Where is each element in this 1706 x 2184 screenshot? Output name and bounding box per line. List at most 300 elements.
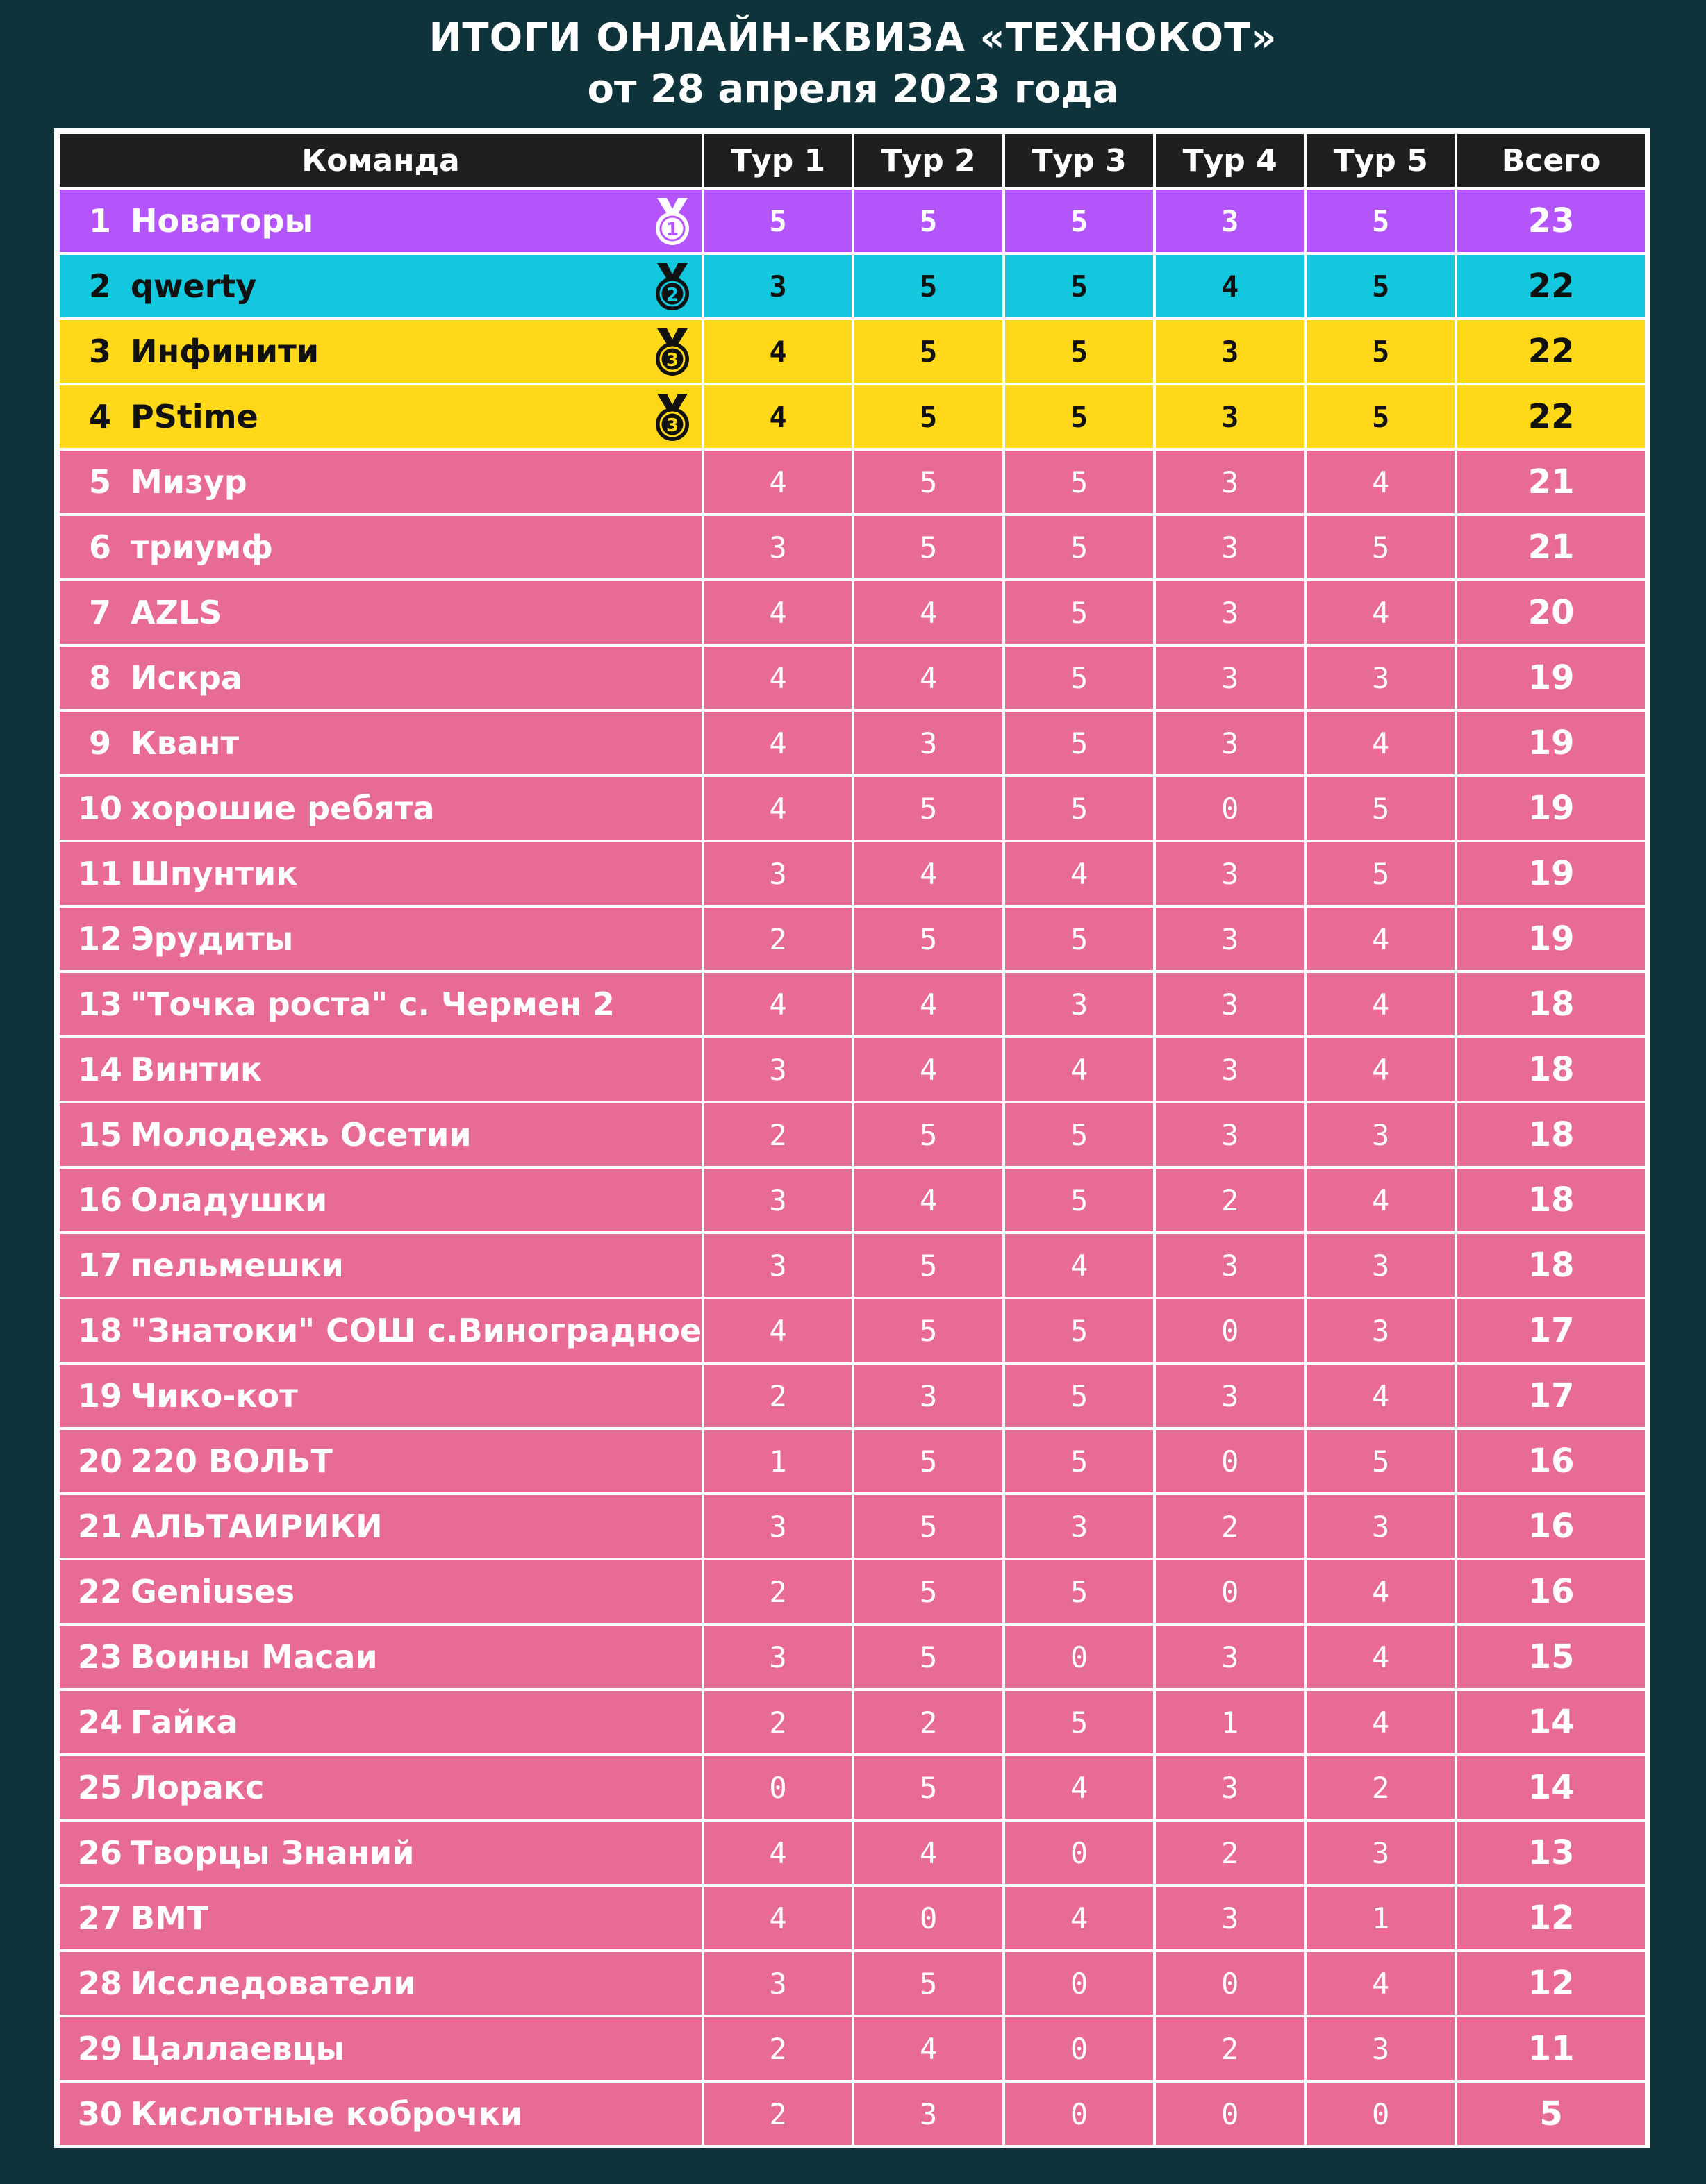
round-5-score: 4 [1307, 1560, 1455, 1623]
round-2-score: 5 [854, 908, 1002, 970]
round-1-score: 4 [704, 777, 852, 840]
team-name: qwerty [131, 267, 257, 305]
round-2-score: 3 [854, 712, 1002, 774]
team-cell [60, 385, 702, 448]
total-score: 19 [1457, 712, 1645, 774]
page-title [0, 12, 1706, 115]
total-score: 14 [1457, 1756, 1645, 1819]
round-4-score: 3 [1156, 581, 1304, 644]
round-2-score: 3 [854, 1365, 1002, 1427]
medal-number: 1 [665, 219, 679, 240]
round-3-score: 5 [1005, 777, 1153, 840]
rank-number: 29 [77, 2030, 122, 2067]
round-5-score: 4 [1307, 1038, 1455, 1101]
round-3-score: 0 [1005, 1952, 1153, 2015]
team-name: Geniuses [131, 1573, 295, 1610]
rank-number: 4 [88, 398, 111, 435]
round-5-score: 1 [1307, 1887, 1455, 1949]
column-header-round-4: Тур 4 [1156, 134, 1304, 187]
rank-number: 21 [77, 1508, 122, 1545]
round-5-score: 5 [1307, 385, 1455, 448]
rank-number: 22 [77, 1573, 122, 1610]
total-score: 17 [1457, 1365, 1645, 1427]
round-1-score: 2 [704, 908, 852, 970]
round-5-score: 0 [1307, 2083, 1455, 2145]
total-score: 19 [1457, 777, 1645, 840]
total-score: 19 [1457, 842, 1645, 905]
team-name: "Знатоки" СОШ с.Виноградное [131, 1312, 702, 1349]
table-row [60, 842, 1645, 905]
table-row [60, 1430, 1645, 1492]
rank-number: 16 [77, 1181, 122, 1219]
round-3-score: 4 [1005, 842, 1153, 905]
round-2-score: 5 [854, 451, 1002, 513]
round-5-score: 5 [1307, 190, 1455, 252]
medal-second-icon [652, 262, 693, 312]
results-table-frame [54, 128, 1650, 2148]
round-2-score: 5 [854, 1103, 1002, 1166]
round-2-score: 5 [854, 1626, 1002, 1688]
round-1-score: 3 [704, 1952, 852, 2015]
round-1-score: 3 [704, 842, 852, 905]
total-score: 19 [1457, 647, 1645, 709]
rank-number: 7 [88, 594, 111, 631]
title-line-1: ИТОГИ ОНЛАЙН-КВИЗА «ТЕХНОКОТ» [429, 15, 1277, 60]
round-2-score: 5 [854, 1495, 1002, 1558]
round-3-score: 3 [1005, 1495, 1153, 1558]
round-2-score: 5 [854, 1952, 1002, 2015]
round-3-score: 5 [1005, 516, 1153, 578]
title-line-2: от 28 апреля 2023 года [587, 67, 1119, 112]
round-4-score: 4 [1156, 255, 1304, 317]
rank-number: 17 [77, 1247, 122, 1284]
team-cell [60, 581, 702, 644]
round-1-score: 3 [704, 1495, 852, 1558]
round-1-score: 3 [704, 1626, 852, 1688]
round-3-score: 4 [1005, 1038, 1153, 1101]
round-4-score: 0 [1156, 1952, 1304, 2015]
round-2-score: 5 [854, 516, 1002, 578]
column-header-round-3: Тур 3 [1005, 134, 1153, 187]
round-2-score: 5 [854, 777, 1002, 840]
round-1-score: 2 [704, 1365, 852, 1427]
team-name: Новаторы [131, 202, 314, 240]
table-row [60, 581, 1645, 644]
round-5-score: 4 [1307, 1626, 1455, 1688]
team-cell [60, 255, 702, 317]
team-name: Винтик [131, 1051, 263, 1088]
table-row [60, 1103, 1645, 1166]
round-4-score: 3 [1156, 1756, 1304, 1819]
rank-number: 1 [88, 202, 111, 240]
total-score: 22 [1457, 385, 1645, 448]
team-cell [60, 1495, 702, 1558]
medal-first-icon [652, 197, 693, 247]
team-name: Лоракс [131, 1769, 265, 1806]
round-3-score: 0 [1005, 1822, 1153, 1884]
rank-number: 30 [77, 2095, 122, 2133]
team-cell [60, 1430, 702, 1492]
team-cell [60, 1560, 702, 1623]
round-1-score: 1 [704, 1430, 852, 1492]
round-5-score: 4 [1307, 1952, 1455, 2015]
table-row [60, 1822, 1645, 1884]
total-score: 18 [1457, 1103, 1645, 1166]
table-row [60, 973, 1645, 1035]
round-1-score: 2 [704, 2017, 852, 2080]
medal-third-icon [652, 327, 693, 377]
round-3-score: 3 [1005, 973, 1153, 1035]
round-2-score: 5 [854, 1299, 1002, 1362]
round-3-score: 5 [1005, 712, 1153, 774]
team-name: хорошие ребята [131, 790, 435, 827]
round-2-score: 5 [854, 1234, 1002, 1297]
team-name: Мизур [131, 463, 247, 501]
rank-number: 23 [77, 1638, 122, 1676]
total-score: 14 [1457, 1691, 1645, 1753]
round-3-score: 5 [1005, 1560, 1153, 1623]
table-row [60, 1887, 1645, 1949]
team-name: Цаллаевцы [131, 2030, 345, 2067]
round-2-score: 0 [854, 1887, 1002, 1949]
round-5-score: 4 [1307, 973, 1455, 1035]
round-5-score: 5 [1307, 777, 1455, 840]
round-3-score: 5 [1005, 647, 1153, 709]
table-row [60, 1495, 1645, 1558]
total-score: 23 [1457, 190, 1645, 252]
medal-number: 3 [665, 350, 679, 371]
rank-number: 24 [77, 1703, 122, 1741]
round-4-score: 0 [1156, 2083, 1304, 2145]
round-4-score: 3 [1156, 1038, 1304, 1101]
table-row [60, 1038, 1645, 1101]
round-3-score: 5 [1005, 1103, 1153, 1166]
round-1-score: 4 [704, 973, 852, 1035]
round-4-score: 3 [1156, 908, 1304, 970]
round-3-score: 5 [1005, 1169, 1153, 1231]
round-4-score: 3 [1156, 647, 1304, 709]
total-score: 5 [1457, 2083, 1645, 2145]
team-cell [60, 1887, 702, 1949]
team-name: AZLS [131, 594, 222, 631]
rank-number: 11 [77, 855, 122, 892]
round-4-score: 2 [1156, 1169, 1304, 1231]
total-score: 21 [1457, 451, 1645, 513]
round-5-score: 3 [1307, 1495, 1455, 1558]
team-cell [60, 1952, 702, 2015]
team-cell [60, 1626, 702, 1688]
table-row [60, 1691, 1645, 1753]
round-5-score: 2 [1307, 1756, 1455, 1819]
round-2-score: 5 [854, 385, 1002, 448]
rank-number: 26 [77, 1834, 122, 1872]
round-5-score: 4 [1307, 581, 1455, 644]
round-3-score: 4 [1005, 1887, 1153, 1949]
rank-number: 9 [88, 724, 111, 762]
total-score: 20 [1457, 581, 1645, 644]
round-3-score: 0 [1005, 1626, 1153, 1688]
round-2-score: 5 [854, 255, 1002, 317]
team-cell [60, 1103, 702, 1166]
total-score: 13 [1457, 1822, 1645, 1884]
team-cell [60, 1822, 702, 1884]
round-5-score: 5 [1307, 255, 1455, 317]
round-2-score: 5 [854, 190, 1002, 252]
team-name: Творцы Знаний [131, 1834, 415, 1872]
table-row [60, 451, 1645, 513]
round-4-score: 3 [1156, 973, 1304, 1035]
table-header-row [60, 134, 1645, 187]
round-5-score: 4 [1307, 1691, 1455, 1753]
round-2-score: 4 [854, 581, 1002, 644]
round-5-score: 4 [1307, 908, 1455, 970]
round-5-score: 4 [1307, 712, 1455, 774]
table-row [60, 647, 1645, 709]
round-3-score: 5 [1005, 1365, 1153, 1427]
team-cell [60, 2017, 702, 2080]
round-4-score: 2 [1156, 2017, 1304, 2080]
round-3-score: 5 [1005, 320, 1153, 383]
team-name: Молодежь Осетии [131, 1116, 472, 1153]
results-table [57, 131, 1648, 2148]
team-cell [60, 1234, 702, 1297]
team-cell [60, 320, 702, 383]
table-row [60, 1299, 1645, 1362]
round-4-score: 0 [1156, 1299, 1304, 1362]
total-score: 16 [1457, 1430, 1645, 1492]
table-row [60, 1560, 1645, 1623]
round-1-score: 4 [704, 385, 852, 448]
round-4-score: 3 [1156, 451, 1304, 513]
rank-number: 5 [88, 463, 111, 501]
rank-number: 3 [88, 333, 111, 370]
team-name: АЛЬТАИРИКИ [131, 1508, 383, 1545]
round-1-score: 4 [704, 1299, 852, 1362]
round-4-score: 3 [1156, 1103, 1304, 1166]
table-row [60, 777, 1645, 840]
total-score: 16 [1457, 1495, 1645, 1558]
round-5-score: 3 [1307, 1822, 1455, 1884]
rank-number: 25 [77, 1769, 122, 1806]
rank-number: 27 [77, 1899, 122, 1937]
round-5-score: 3 [1307, 1299, 1455, 1362]
total-score: 12 [1457, 1887, 1645, 1949]
team-cell [60, 516, 702, 578]
round-5-score: 3 [1307, 1103, 1455, 1166]
round-4-score: 3 [1156, 385, 1304, 448]
table-row [60, 320, 1645, 383]
team-cell [60, 1169, 702, 1231]
round-1-score: 4 [704, 581, 852, 644]
table-row [60, 190, 1645, 252]
round-4-score: 2 [1156, 1495, 1304, 1558]
round-4-score: 1 [1156, 1691, 1304, 1753]
rank-number: 19 [77, 1377, 122, 1415]
rank-number: 13 [77, 985, 122, 1023]
team-name: Оладушки [131, 1181, 328, 1219]
round-1-score: 2 [704, 1691, 852, 1753]
round-2-score: 4 [854, 1169, 1002, 1231]
total-score: 18 [1457, 1038, 1645, 1101]
round-1-score: 4 [704, 1887, 852, 1949]
medal-number: 3 [665, 415, 679, 436]
total-score: 16 [1457, 1560, 1645, 1623]
table-row [60, 1626, 1645, 1688]
column-header-round-1: Тур 1 [704, 134, 852, 187]
total-score: 18 [1457, 973, 1645, 1035]
team-cell [60, 1299, 702, 1362]
round-4-score: 0 [1156, 777, 1304, 840]
table-row [60, 1169, 1645, 1231]
round-5-score: 3 [1307, 647, 1455, 709]
round-1-score: 4 [704, 451, 852, 513]
round-3-score: 5 [1005, 1299, 1153, 1362]
team-name: Инфинити [131, 333, 320, 370]
round-5-score: 4 [1307, 451, 1455, 513]
round-4-score: 3 [1156, 842, 1304, 905]
team-cell [60, 777, 702, 840]
team-name: Исследователи [131, 1965, 416, 2002]
round-5-score: 5 [1307, 516, 1455, 578]
total-score: 21 [1457, 516, 1645, 578]
total-score: 12 [1457, 1952, 1645, 2015]
round-3-score: 5 [1005, 1691, 1153, 1753]
round-1-score: 5 [704, 190, 852, 252]
team-name: 220 ВОЛЬТ [131, 1442, 333, 1480]
medal-number: 2 [665, 285, 679, 306]
round-2-score: 3 [854, 2083, 1002, 2145]
round-1-score: 3 [704, 516, 852, 578]
round-5-score: 5 [1307, 842, 1455, 905]
round-2-score: 4 [854, 1822, 1002, 1884]
round-3-score: 4 [1005, 1234, 1153, 1297]
medal-third-icon [652, 392, 693, 442]
table-row [60, 516, 1645, 578]
round-5-score: 5 [1307, 320, 1455, 383]
total-score: 18 [1457, 1169, 1645, 1231]
round-4-score: 3 [1156, 712, 1304, 774]
team-name: Гайка [131, 1703, 238, 1741]
column-header-team: Команда [60, 134, 702, 187]
round-1-score: 3 [704, 255, 852, 317]
round-5-score: 4 [1307, 1365, 1455, 1427]
round-2-score: 4 [854, 842, 1002, 905]
team-cell [60, 1038, 702, 1101]
team-name: триумф [131, 528, 274, 566]
total-score: 22 [1457, 255, 1645, 317]
team-name: PStime [131, 398, 258, 435]
round-2-score: 4 [854, 2017, 1002, 2080]
table-row [60, 712, 1645, 774]
round-4-score: 2 [1156, 1822, 1304, 1884]
round-2-score: 5 [854, 1560, 1002, 1623]
round-4-score: 3 [1156, 1365, 1304, 1427]
round-1-score: 4 [704, 647, 852, 709]
round-1-score: 2 [704, 2083, 852, 2145]
table-row [60, 2017, 1645, 2080]
round-4-score: 3 [1156, 1887, 1304, 1949]
total-score: 17 [1457, 1299, 1645, 1362]
column-header-round-5: Тур 5 [1307, 134, 1455, 187]
round-1-score: 4 [704, 1822, 852, 1884]
round-1-score: 4 [704, 320, 852, 383]
team-cell [60, 647, 702, 709]
rank-number: 10 [77, 790, 122, 827]
team-cell [60, 1365, 702, 1427]
team-cell [60, 973, 702, 1035]
round-2-score: 4 [854, 1038, 1002, 1101]
round-3-score: 5 [1005, 255, 1153, 317]
rank-number: 12 [77, 920, 122, 958]
round-3-score: 5 [1005, 190, 1153, 252]
round-1-score: 4 [704, 712, 852, 774]
round-4-score: 0 [1156, 1430, 1304, 1492]
round-3-score: 0 [1005, 2017, 1153, 2080]
table-row [60, 2083, 1645, 2145]
team-cell [60, 1756, 702, 1819]
round-1-score: 3 [704, 1169, 852, 1231]
table-row [60, 1952, 1645, 2015]
team-cell [60, 190, 702, 252]
team-cell [60, 451, 702, 513]
round-3-score: 5 [1005, 1430, 1153, 1492]
rank-number: 28 [77, 1965, 122, 2002]
table-row [60, 1756, 1645, 1819]
round-2-score: 5 [854, 1430, 1002, 1492]
round-2-score: 4 [854, 647, 1002, 709]
total-score: 22 [1457, 320, 1645, 383]
rank-number: 8 [88, 659, 111, 697]
round-2-score: 2 [854, 1691, 1002, 1753]
round-1-score: 2 [704, 1103, 852, 1166]
round-2-score: 5 [854, 320, 1002, 383]
team-cell [60, 2083, 702, 2145]
total-score: 11 [1457, 2017, 1645, 2080]
total-score: 18 [1457, 1234, 1645, 1297]
table-row [60, 908, 1645, 970]
rank-number: 20 [77, 1442, 122, 1480]
team-cell [60, 842, 702, 905]
round-5-score: 5 [1307, 1430, 1455, 1492]
round-1-score: 3 [704, 1234, 852, 1297]
total-score: 15 [1457, 1626, 1645, 1688]
round-1-score: 3 [704, 1038, 852, 1101]
team-name: Эрудиты [131, 920, 294, 958]
round-5-score: 3 [1307, 2017, 1455, 2080]
table-row [60, 385, 1645, 448]
round-3-score: 5 [1005, 385, 1153, 448]
round-5-score: 3 [1307, 1234, 1455, 1297]
round-3-score: 5 [1005, 451, 1153, 513]
rank-number: 15 [77, 1116, 122, 1153]
table-row [60, 1365, 1645, 1427]
round-3-score: 5 [1005, 581, 1153, 644]
column-header-round-2: Тур 2 [854, 134, 1002, 187]
round-2-score: 5 [854, 1756, 1002, 1819]
round-1-score: 2 [704, 1560, 852, 1623]
table-row [60, 255, 1645, 317]
rank-number: 14 [77, 1051, 122, 1088]
team-name: пельмешки [131, 1247, 344, 1284]
team-name: Кислотные коброчки [131, 2095, 523, 2133]
team-cell [60, 712, 702, 774]
round-4-score: 3 [1156, 320, 1304, 383]
round-3-score: 4 [1005, 1756, 1153, 1819]
round-3-score: 0 [1005, 2083, 1153, 2145]
rank-number: 6 [88, 528, 111, 566]
round-3-score: 5 [1005, 908, 1153, 970]
round-1-score: 0 [704, 1756, 852, 1819]
